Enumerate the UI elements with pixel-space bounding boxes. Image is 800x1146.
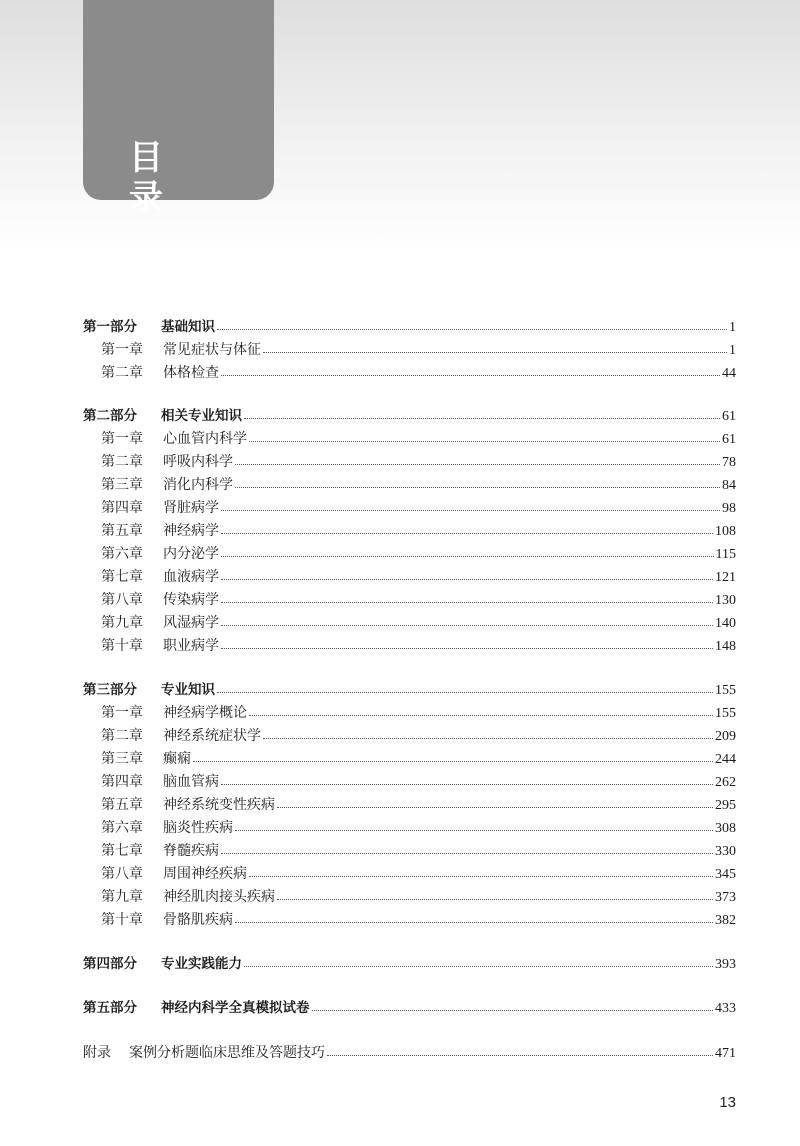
toc-entry-number: 第二部分 <box>83 408 137 424</box>
toc-part-row[interactable] <box>83 997 736 1019</box>
toc-entry-title: 骨骼肌疾病 <box>163 912 233 928</box>
toc-entry-number: 第四章 <box>101 500 143 516</box>
toc-entry-number: 第五部分 <box>83 1000 137 1016</box>
toc-entry-number: 第六章 <box>101 546 143 562</box>
toc-entry-number: 第一章 <box>101 431 143 447</box>
dot-leader <box>221 509 720 511</box>
dot-leader <box>235 463 720 465</box>
dot-leader <box>221 578 713 580</box>
toc-chapter-row[interactable] <box>101 428 736 450</box>
dot-leader <box>221 532 713 534</box>
toc-chapter-row[interactable] <box>101 886 736 908</box>
toc-entry-page: 115 <box>715 547 736 562</box>
toc-entry-page: 121 <box>715 570 736 585</box>
toc-chapter-row[interactable] <box>101 451 736 473</box>
dot-leader <box>217 328 727 330</box>
toc-entry-page: 148 <box>715 639 736 654</box>
toc-chapter-row[interactable] <box>101 474 736 496</box>
toc-entry-title: 神经病学概论 <box>163 705 247 721</box>
toc-entry-page: 98 <box>722 501 736 516</box>
toc-entry-page: 130 <box>715 593 736 608</box>
toc-entry-number: 第七章 <box>101 569 143 585</box>
dot-leader <box>249 714 713 716</box>
toc-entry-page: 308 <box>715 821 736 836</box>
dot-leader <box>221 601 713 603</box>
toc-chapter-row[interactable] <box>101 520 736 542</box>
toc-entry-number: 第二章 <box>101 454 143 470</box>
dot-leader <box>244 417 720 419</box>
toc-entry-title: 职业病学 <box>163 638 219 654</box>
toc-entry-page: 471 <box>715 1046 736 1061</box>
toc-entry-title: 神经系统变性疾病 <box>163 797 275 813</box>
toc-entry-title: 神经系统症状学 <box>163 728 261 744</box>
page-number: 13 <box>719 1094 736 1111</box>
toc-chapter-row[interactable] <box>101 702 736 724</box>
toc-entry-page: 155 <box>715 706 736 721</box>
toc-entry-title: 血液病学 <box>163 569 219 585</box>
toc-chapter-row[interactable] <box>101 612 736 634</box>
toc-entry-number: 第八章 <box>101 592 143 608</box>
toc-entry-page: 1 <box>729 320 736 335</box>
toc-entry-page: 330 <box>715 844 736 859</box>
toc-entry-page: 155 <box>715 683 736 698</box>
toc-chapter-row[interactable] <box>101 817 736 839</box>
toc-entry-title: 专业知识 <box>161 682 215 698</box>
dot-leader <box>277 898 713 900</box>
toc-entry-number: 第五章 <box>101 797 143 813</box>
dot-leader <box>312 1009 714 1011</box>
toc-entry-page: 373 <box>715 890 736 905</box>
toc-chapter-row[interactable] <box>101 543 736 565</box>
toc-entry-title: 神经内科学全真模拟试卷 <box>161 1000 310 1016</box>
dot-leader <box>221 374 720 376</box>
toc-entry-page: 44 <box>722 366 736 381</box>
toc-chapter-row[interactable] <box>101 497 736 519</box>
toc-entry-number: 附录 <box>83 1045 111 1061</box>
toc-entry-page: 244 <box>715 752 736 767</box>
toc-entry-number: 第七章 <box>101 843 143 859</box>
toc-entry-title: 常见症状与体征 <box>163 342 261 358</box>
toc-entry-page: 345 <box>715 867 736 882</box>
toc-entry-title: 基础知识 <box>161 319 215 335</box>
toc-entry-title: 传染病学 <box>163 592 219 608</box>
toc-chapter-row[interactable] <box>101 362 736 384</box>
toc-entry-page: 262 <box>715 775 736 790</box>
toc-entry-page: 140 <box>715 616 736 631</box>
toc-entry-page: 1 <box>729 343 736 358</box>
toc-part-row[interactable] <box>83 316 736 338</box>
dot-leader <box>193 760 713 762</box>
toc-entry-number: 第十章 <box>101 912 143 928</box>
toc-entry-number: 第四章 <box>101 774 143 790</box>
toc-chapter-row[interactable] <box>101 748 736 770</box>
toc-appendix-row[interactable] <box>83 1042 736 1064</box>
toc-entry-number: 第一部分 <box>83 319 137 335</box>
toc-entry-title: 风湿病学 <box>163 615 219 631</box>
toc-entry-title: 脊髓疾病 <box>163 843 219 859</box>
toc-entry-page: 209 <box>715 729 736 744</box>
dot-leader <box>221 647 713 649</box>
toc-entry-number: 第五章 <box>101 523 143 539</box>
toc-entry-title: 相关专业知识 <box>161 408 242 424</box>
toc-entry-title: 消化内科学 <box>163 477 233 493</box>
toc-entry-title: 内分泌学 <box>163 546 219 562</box>
dot-leader <box>235 921 713 923</box>
toc-entry-title: 呼吸内科学 <box>163 454 233 470</box>
toc-entry-page: 61 <box>722 432 736 447</box>
toc-entry-number: 第八章 <box>101 866 143 882</box>
dot-leader <box>277 806 713 808</box>
toc-chapter-row[interactable] <box>101 589 736 611</box>
toc-part-row[interactable] <box>83 679 736 701</box>
toc-entry-title: 专业实践能力 <box>161 956 242 972</box>
toc-chapter-row[interactable] <box>101 794 736 816</box>
toc-chapter-row[interactable] <box>101 840 736 862</box>
toc-entry-page: 433 <box>715 1001 736 1016</box>
toc-entry-page: 295 <box>715 798 736 813</box>
dot-leader <box>263 351 727 353</box>
toc-entry-number: 第六章 <box>101 820 143 836</box>
toc-entry-title: 心血管内科学 <box>163 431 247 447</box>
toc-entry-title: 癫痫 <box>163 751 191 767</box>
toc-entry-number: 第二章 <box>101 365 143 381</box>
toc-chapter-row[interactable] <box>101 339 736 361</box>
dot-leader <box>263 737 713 739</box>
toc-part-row[interactable] <box>83 405 736 427</box>
toc-entry-number: 第三章 <box>101 751 143 767</box>
toc-chapter-row[interactable] <box>101 566 736 588</box>
toc-entry-page: 382 <box>715 913 736 928</box>
toc-chapter-row[interactable] <box>101 771 736 793</box>
toc-entry-title: 体格检查 <box>163 365 219 381</box>
dot-leader <box>244 965 713 967</box>
toc-entry-title: 周围神经疾病 <box>163 866 247 882</box>
dot-leader <box>221 783 713 785</box>
toc-entry-number: 第九章 <box>101 615 143 631</box>
dot-leader <box>235 486 720 488</box>
dot-leader <box>235 829 713 831</box>
toc-entry-title: 案例分析题临床思维及答题技巧 <box>129 1045 325 1061</box>
toc-entry-number: 第二章 <box>101 728 143 744</box>
toc-part-row[interactable] <box>83 953 736 975</box>
dot-leader <box>249 440 720 442</box>
toc-entry-page: 393 <box>715 957 736 972</box>
toc-chapter-row[interactable] <box>101 725 736 747</box>
toc-chapter-row[interactable] <box>101 635 736 657</box>
dot-leader <box>221 555 714 557</box>
toc-entry-title: 神经肌肉接头疾病 <box>163 889 275 905</box>
toc-entry-page: 108 <box>715 524 736 539</box>
toc-entry-title: 脑炎性疾病 <box>163 820 233 836</box>
toc-entry-number: 第三部分 <box>83 682 137 698</box>
toc-entry-title: 脑血管病 <box>163 774 219 790</box>
toc-chapter-row[interactable] <box>101 863 736 885</box>
toc-entry-page: 61 <box>722 409 736 424</box>
toc-entry-number: 第四部分 <box>83 956 137 972</box>
toc-entry-title: 神经病学 <box>163 523 219 539</box>
toc-entry-number: 第九章 <box>101 889 143 905</box>
dot-leader <box>327 1054 713 1056</box>
toc-entry-page: 78 <box>722 455 736 470</box>
dot-leader <box>221 624 713 626</box>
toc-entry-page: 84 <box>722 478 736 493</box>
toc-entry-number: 第三章 <box>101 477 143 493</box>
dot-leader <box>221 852 713 854</box>
dot-leader <box>249 875 713 877</box>
toc-entry-number: 第一章 <box>101 342 143 358</box>
dot-leader <box>217 691 713 693</box>
toc-entry-title: 肾脏病学 <box>163 500 219 516</box>
toc-entry-number: 第一章 <box>101 705 143 721</box>
page-title: 目 录 <box>129 138 191 218</box>
toc-entry-number: 第十章 <box>101 638 143 654</box>
toc-chapter-row[interactable] <box>101 909 736 931</box>
